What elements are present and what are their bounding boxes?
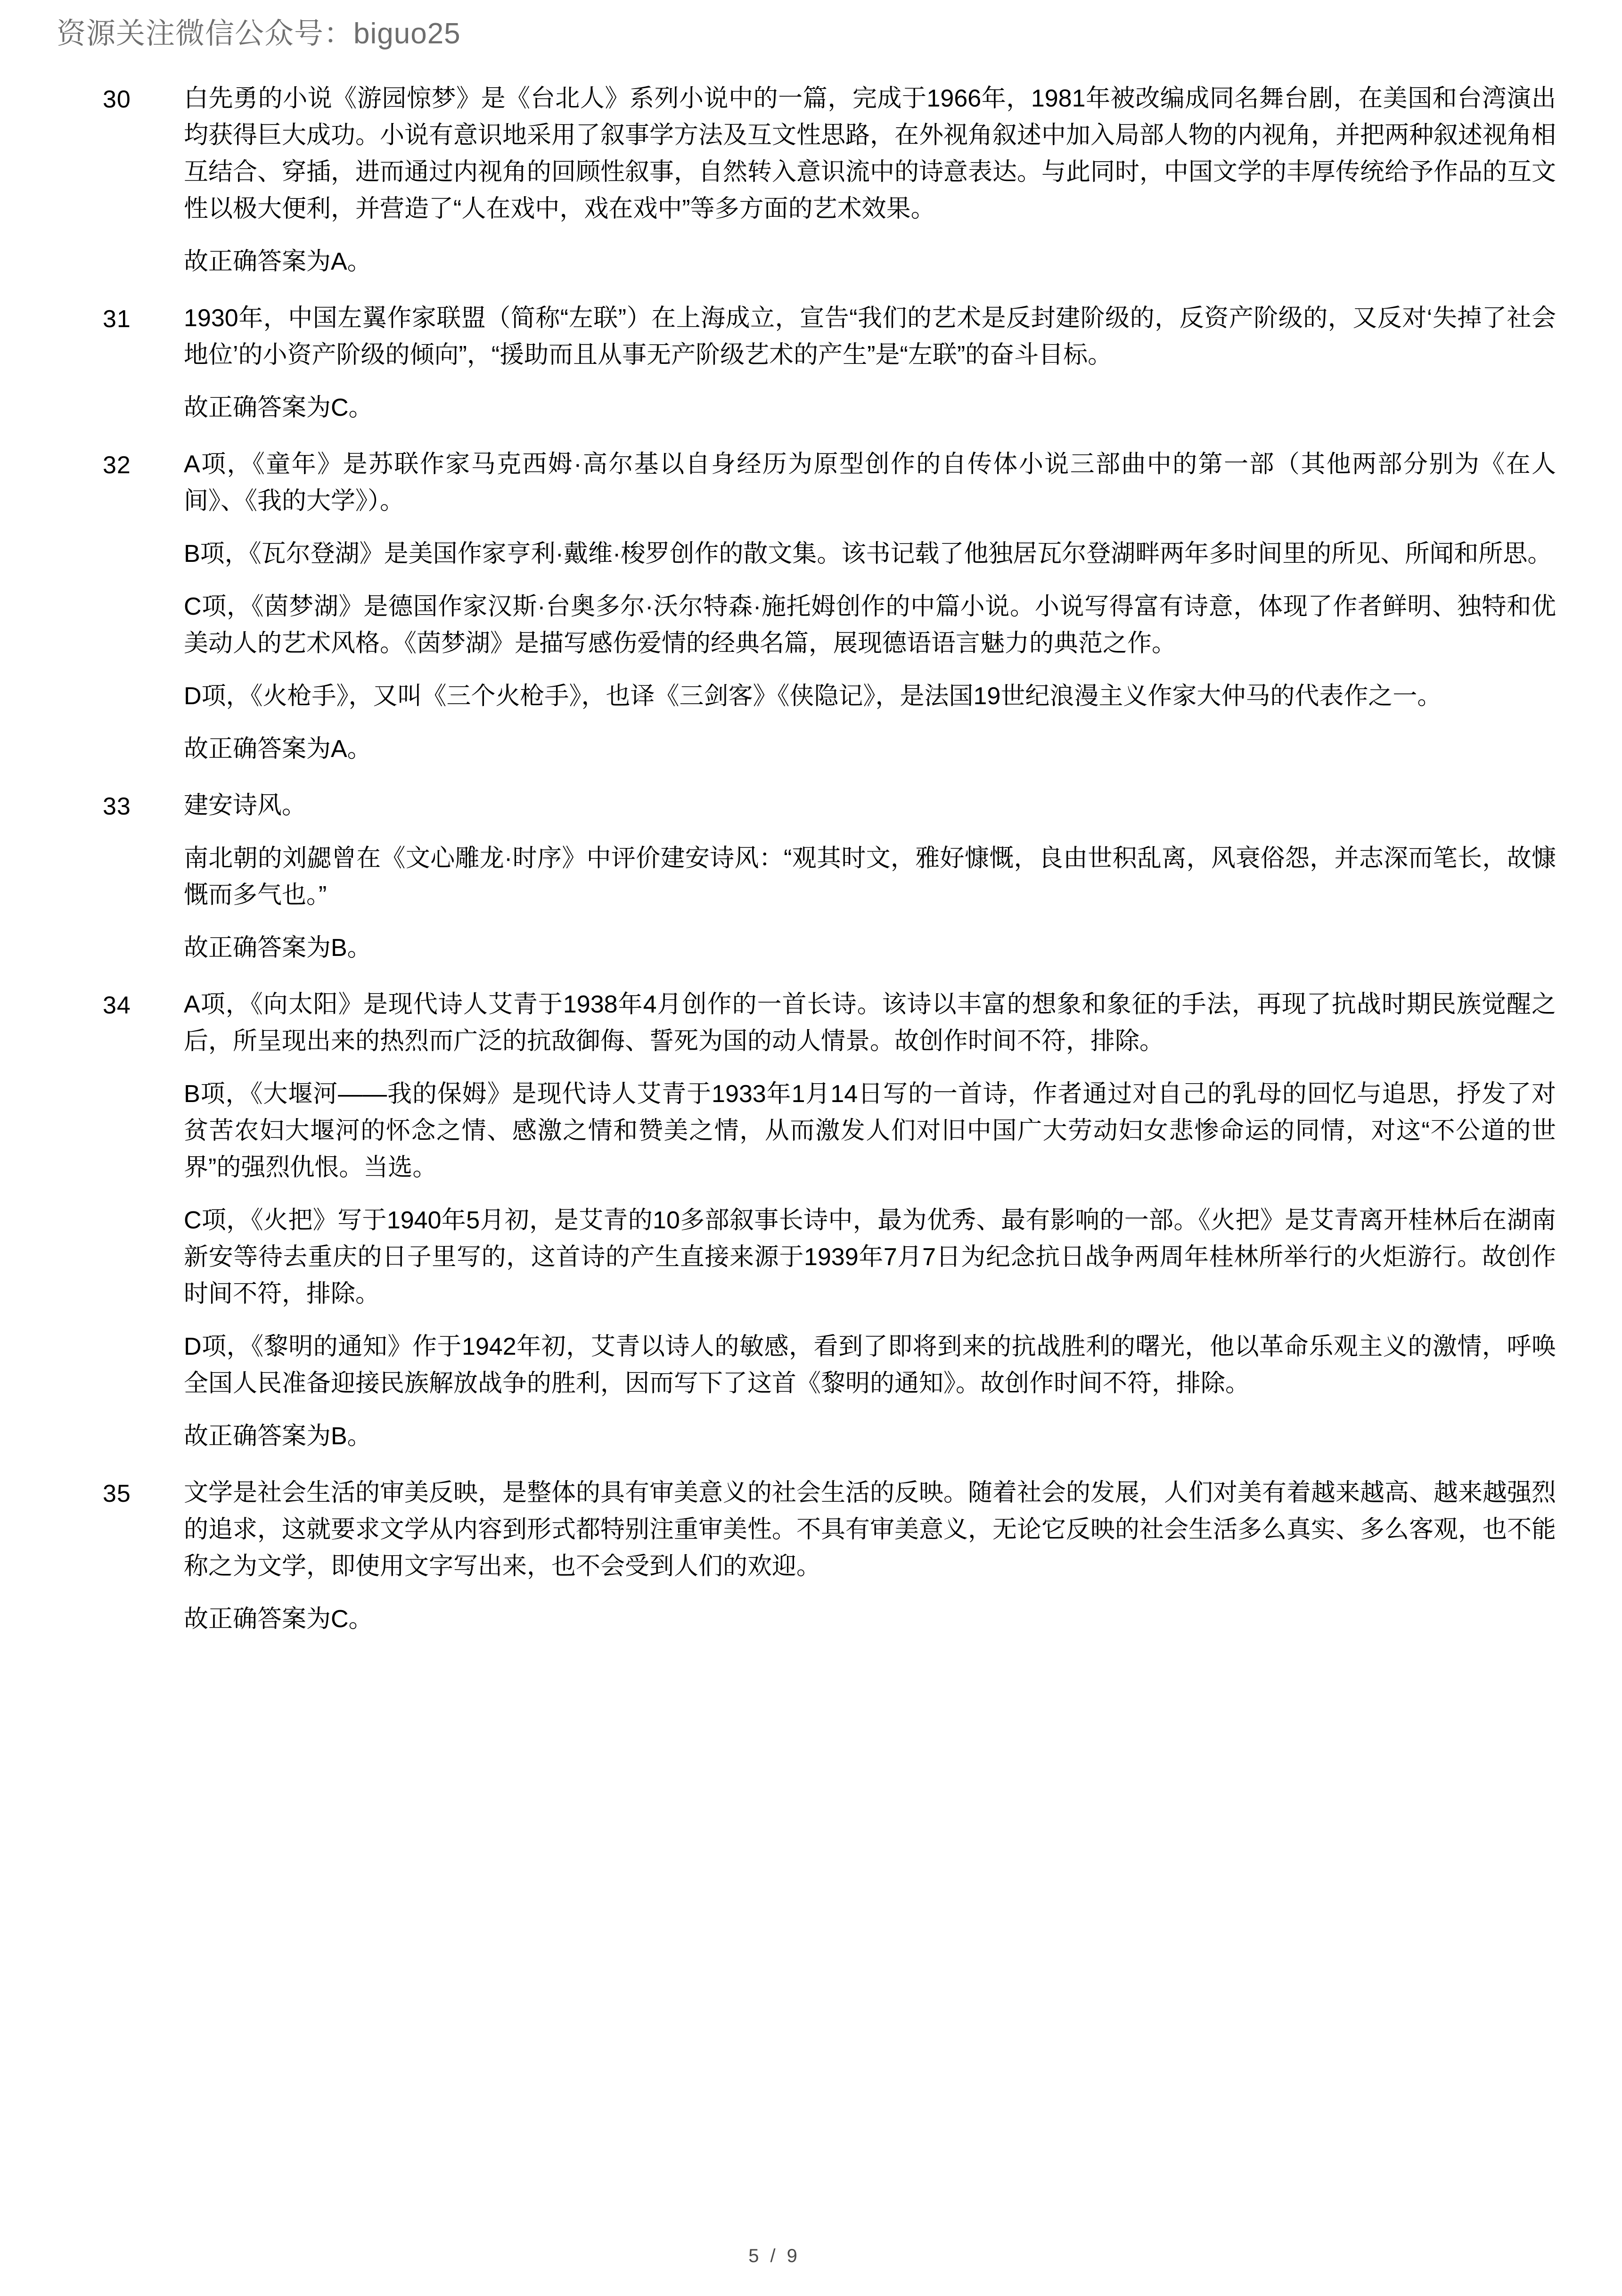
footer-total-pages: 9 (786, 2246, 798, 2266)
explanation-paragraph-option-a: A项，《童年》是苏联作家马克西姆·高尔基以自身经历为原型创作的自传体小说三部曲中的第一部（其他两部分别为《在人间》、《我的大学》）。 (184, 451, 1556, 515)
page-footer (0, 2246, 1622, 2267)
document-body (0, 80, 1622, 1638)
correct-answer-line: 故正确答案为A。 (184, 248, 372, 275)
explanation-paragraph: 1930年，中国左翼作家联盟（简称“左联”）在上海成立，宣告“我们的艺术是反封建阶级的，反资产阶级的，又反对‘失掉了社会地位’的小资产阶级的倾向”，“援助而且从事无产阶级艺术的产生”是“左联”的奋斗目标。 (184, 304, 1556, 369)
correct-answer-line: 故正确答案为B。 (184, 1423, 372, 1450)
question-number: 34 (103, 992, 131, 1019)
explanation-paragraph-option-c: C项，《火把》写于1940年5月初，是艾青的10多部叙事长诗中，最为优秀、最有影响的一部。《火把》是艾青离开桂林后在湖南新安等待去重庆的日子里写的，这首诗的产生直接来源于1939年7月7日为纪念抗日战争两周年桂林所举行的火炬游行。故创作时间不符，排除。 (184, 1207, 1556, 1308)
explanation-paragraph-option-a: A项，《向太阳》是现代诗人艾青于1938年4月创作的一首长诗。该诗以丰富的想象和象征的手法，再现了抗战时期民族觉醒之后，所呈现出来的热烈而广泛的抗敌御侮、誓死为国的动人情景。故创作时间不符，排除。 (184, 991, 1556, 1055)
promo-watermark-header: 资源关注微信公众号：biguo25 (57, 17, 461, 50)
correct-answer-line: 故正确答案为C。 (184, 394, 373, 421)
explanation-paragraph: 南北朝的刘勰曾在《文心雕龙·时序》中评价建安诗风：“观其时文，雅好慷慨，良由世积乱离，风衰俗怨，并志深而笔长，故慷慨而多气也。” (184, 845, 1556, 909)
answer-explanation-block (0, 986, 1622, 1455)
footer-current-page: 5 (748, 2246, 760, 2266)
answer-explanation-block (0, 300, 1622, 426)
block-spacer (0, 280, 1622, 300)
answer-explanation-block (0, 787, 1622, 966)
explanation-paragraph: 白先勇的小说《游园惊梦》是《台北人》系列小说中的一篇，完成于1966年，1981年被改编成同名舞台剧，在美国和台湾演出均获得巨大成功。小说有意识地采用了叙事学方法及互文性思路，在外视角叙述中加入局部人物的内视角，并把两种叙述视角相互结合、穿插，进而通过内视角的回顾性叙事，自然转入意识流中的诗意表达。与此同时，中国文学的丰厚传统给予作品的互文性以极大便利，并营造了“人在戏中，戏在戏中”等多方面的艺术效果。 (184, 85, 1556, 222)
explanation-paragraph-option-b: B项，《瓦尔登湖》是美国作家亨利·戴维·梭罗创作的散文集。该书记载了他独居瓦尔登湖畔两年多时间里的所见、所闻和所思。 (184, 540, 1552, 568)
block-spacer (0, 1455, 1622, 1474)
answer-explanation-block (0, 446, 1622, 767)
explanation-paragraph-option-c: C项，《茵梦湖》是德国作家汉斯·台奥多尔·沃尔特森·施托姆创作的中篇小说。小说写得富有诗意，体现了作者鲜明、独特和优美动人的艺术风格。《茵梦湖》是描写感伤爱情的经典名篇，展现德语语言魅力的典范之作。 (184, 593, 1556, 657)
correct-answer-line: 故正确答案为B。 (184, 934, 372, 962)
block-spacer (0, 426, 1622, 446)
explanation-paragraph-option-d: D项，《黎明的通知》作于1942年初，艾青以诗人的敏感，看到了即将到来的抗战胜利的曙光，他以革命乐观主义的激情，呼唤全国人民准备迎接民族解放战争的胜利，因而写下了这首《黎明的通知》。故创作时间不符，排除。 (184, 1333, 1556, 1397)
question-number: 35 (103, 1480, 131, 1507)
question-number: 33 (103, 793, 131, 820)
correct-answer-line: 故正确答案为C。 (184, 1605, 373, 1633)
question-number: 30 (103, 86, 131, 113)
explanation-paragraph-option-b: B项，《大堰河——我的保姆》是现代诗人艾青于1933年1月14日写的一首诗，作者通过对自己的乳母的回忆与追思，抒发了对贫苦农妇大堰河的怀念之情、感激之情和赞美之情，从而激发人们对旧中国广大劳动妇女悲惨命运的同情，对这“不公道的世界”的强烈仇恨。当选。 (184, 1080, 1556, 1181)
correct-answer-line: 故正确答案为A。 (184, 735, 372, 763)
explanation-paragraph: 文学是社会生活的审美反映，是整体的具有审美意义的社会生活的反映。随着社会的发展，人们对美有着越来越高、越来越强烈的追求，这就要求文学从内容到形式都特别注重审美性。不具有审美意义，无论它反映的社会生活多么真实、多么客观，也不能称之为文学，即使用文字写出来，也不会受到人们的欢迎。 (184, 1479, 1556, 1580)
explanation-paragraph-option-d: D项，《火枪手》，又叫《三个火枪手》，也译《三剑客》《侠隐记》，是法国19世纪浪漫主义作家大仲马的代表作之一。 (184, 683, 1442, 710)
answer-explanation-block (0, 80, 1622, 280)
answer-explanation-block (0, 1474, 1622, 1638)
question-number: 31 (103, 305, 131, 333)
question-number: 32 (103, 452, 131, 479)
block-spacer (0, 767, 1622, 787)
explanation-paragraph-topic: 建安诗风。 (184, 792, 307, 819)
block-spacer (0, 966, 1622, 986)
footer-separator: / (770, 2246, 777, 2266)
